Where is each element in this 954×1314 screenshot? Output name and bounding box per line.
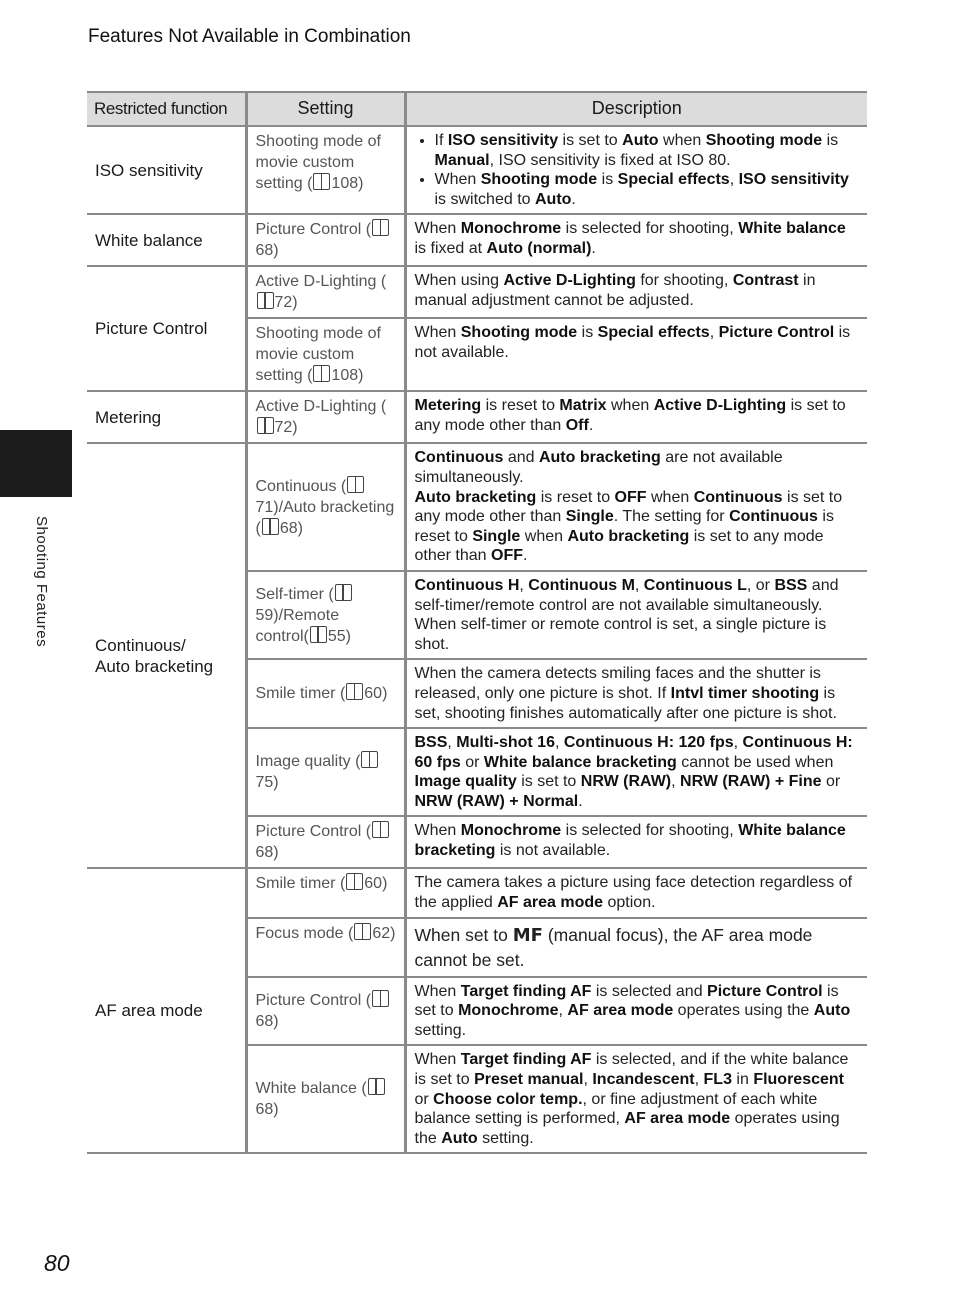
setting-cell: Smile timer ( 60) xyxy=(246,868,405,917)
setting-cell: Continuous (71)/Auto bracketing ( 68) xyxy=(246,443,405,571)
description-cell: When the camera detects smiling faces and the shutter is released, only one picture is shot. If Intvl timer shooting is set, shooting finishes automatically after one picture is shot. xyxy=(405,659,867,728)
column-header-setting: Setting xyxy=(246,92,405,126)
book-reference-icon xyxy=(354,923,371,940)
setting-cell: Picture Control (68) xyxy=(246,816,405,868)
setting-cell: Self-timer (59)/Remote control( 55) xyxy=(246,571,405,659)
setting-cell: Focus mode ( 62) xyxy=(246,918,405,977)
function-white-balance: White balance xyxy=(87,214,246,266)
manual-focus-icon: MF xyxy=(512,924,543,946)
function-iso-sensitivity: ISO sensitivity xyxy=(87,126,246,214)
book-reference-icon xyxy=(262,518,279,535)
setting-cell: White balance (68) xyxy=(246,1045,405,1153)
description-cell: When set to MF (manual focus), the AF area mode cannot be set. xyxy=(405,918,867,977)
function-continuous-auto-bracketing: Continuous/ Auto bracketing xyxy=(87,443,246,868)
book-reference-icon xyxy=(335,584,352,601)
book-reference-icon xyxy=(313,365,330,382)
page-title: Features Not Available in Combination xyxy=(88,26,411,47)
page-number: 80 xyxy=(44,1250,70,1276)
book-reference-icon xyxy=(310,626,327,643)
description-cell: Metering is reset to Matrix when Active D-Lighting is set to any mode other than Off. xyxy=(405,391,867,443)
setting-cell: Active D-Lighting (72) xyxy=(246,266,405,318)
setting-cell: Picture Control (68) xyxy=(246,214,405,266)
description-cell: • If ISO sensitivity is set to Auto when Shooting mode is Manual, ISO sensitivity is fixed at ISO 80. • When Shooting mode is Special effects, ISO sensitivity is switched to Auto. xyxy=(405,126,867,214)
table-row xyxy=(87,868,867,917)
setting-cell: Smile timer ( 60) xyxy=(246,659,405,728)
setting-cell: Shooting mode of movie custom setting ( 108) xyxy=(246,126,405,214)
description-cell: Continuous and Auto bracketing are not available simultaneously. Auto bracketing is reset to OFF when Continuous is set to any mode other than Single. The setting for Continuous is reset to Single when Auto bracketing is set to any mode other than OFF. xyxy=(405,443,867,571)
description-cell: When Target finding AF is selected and Picture Control is set to Monochrome, AF area mode operates using the Auto setting. xyxy=(405,977,867,1046)
book-reference-icon xyxy=(346,873,363,890)
book-reference-icon xyxy=(372,821,389,838)
book-reference-icon xyxy=(372,219,389,236)
function-af-area-mode: AF area mode xyxy=(87,868,246,1153)
restrictions-table xyxy=(87,91,867,1154)
column-header-description: Description xyxy=(405,92,867,126)
description-cell: When Monochrome is selected for shooting, White balance is fixed at Auto (normal). xyxy=(405,214,867,266)
table-header-row xyxy=(87,92,867,126)
description-cell: When Target finding AF is selected, and if the white balance is set to Preset manual, Incandescent, FL3 in Fluorescent or Choose color temp., or fine adjustment of each white balance setting is performed, AF area mode operates using the Auto setting. xyxy=(405,1045,867,1153)
description-cell: Continuous H, Continuous M, Continuous L, or BSS and self-timer/remote control are not available simultaneously. When self-timer or remote control is set, a single picture is shot. xyxy=(405,571,867,659)
setting-cell: Picture Control (68) xyxy=(246,977,405,1046)
chapter-tab xyxy=(0,430,72,497)
book-reference-icon xyxy=(313,173,330,190)
book-reference-icon xyxy=(257,292,274,309)
chapter-label: Shooting Features xyxy=(33,516,50,648)
table-row xyxy=(87,214,867,266)
table-row xyxy=(87,266,867,318)
book-reference-icon xyxy=(257,417,274,434)
description-cell: When Monochrome is selected for shooting, White balance bracketing is not available. xyxy=(405,816,867,868)
setting-cell: Shooting mode of movie custom setting ( 108) xyxy=(246,318,405,391)
function-metering: Metering xyxy=(87,391,246,443)
column-header-restricted-function: Restricted function xyxy=(87,92,246,126)
book-reference-icon xyxy=(347,476,364,493)
description-cell: The camera takes a picture using face detection regardless of the applied AF area mode option. xyxy=(405,868,867,917)
table-row xyxy=(87,391,867,443)
setting-cell: Active D-Lighting (72) xyxy=(246,391,405,443)
book-reference-icon xyxy=(346,683,363,700)
book-reference-icon xyxy=(372,990,389,1007)
book-reference-icon xyxy=(368,1078,385,1095)
function-picture-control: Picture Control xyxy=(87,266,246,391)
book-reference-icon xyxy=(361,751,378,768)
description-cell: BSS, Multi-shot 16, Continuous H: 120 fps, Continuous H: 60 fps or White balance bracketing cannot be used when Image quality is set to NRW (RAW), NRW (RAW) + Fine or NRW (RAW) + Normal. xyxy=(405,728,867,816)
description-cell: When using Active D-Lighting for shooting, Contrast in manual adjustment cannot be adjusted. xyxy=(405,266,867,318)
description-cell: When Shooting mode is Special effects, Picture Control is not available. xyxy=(405,318,867,391)
table-row xyxy=(87,126,867,214)
table-row xyxy=(87,443,867,571)
setting-cell: Image quality (75) xyxy=(246,728,405,816)
